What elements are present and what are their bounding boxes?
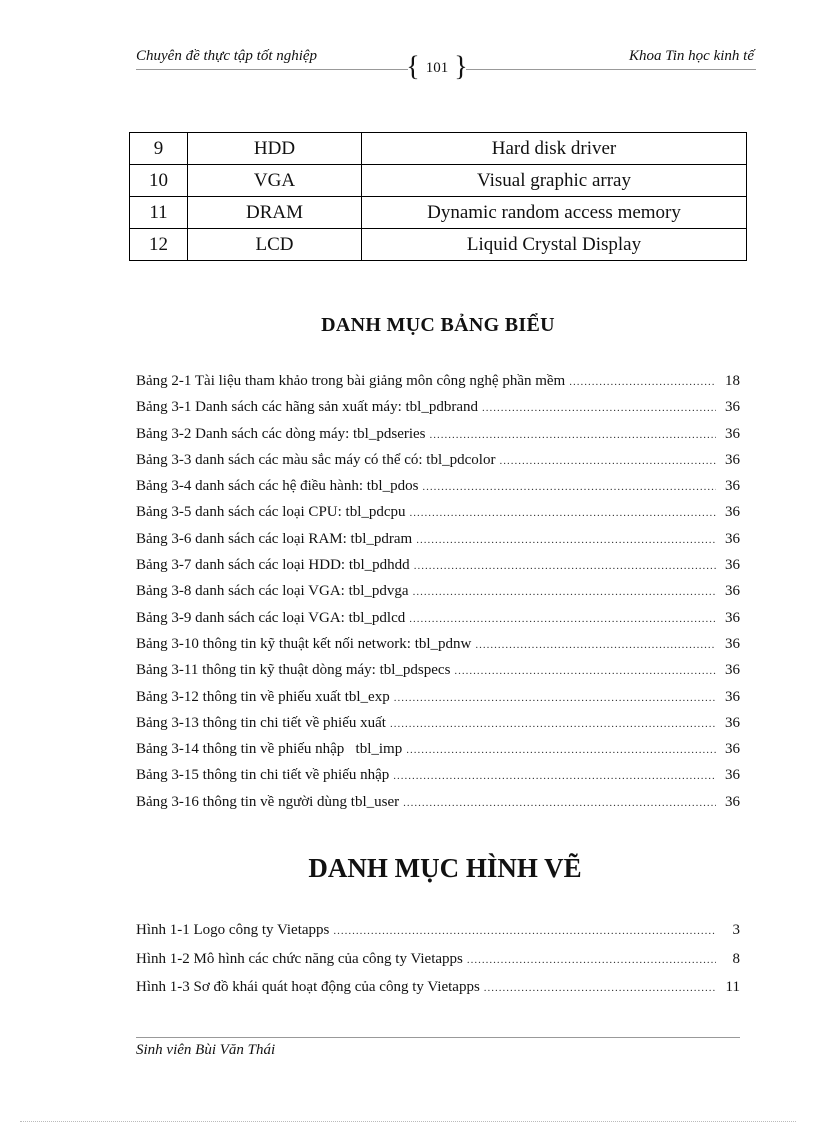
toc-entry-page: 36 [725,399,740,416]
list-of-tables-heading: DANH MỤC BẢNG BIỂU [321,314,555,336]
dot-leader [406,744,716,756]
toc-entry-text: Hình 1-2 Mô hình các chức năng của công ty Vietapps [136,950,463,967]
list-of-figures [136,922,740,1008]
toc-entry-figure-1-1[interactable] [136,922,740,951]
toc-entry-page: 36 [725,793,740,810]
dot-leader [403,797,716,809]
toc-entry-page: 36 [725,557,740,574]
toc-entry-page: 36 [725,425,740,442]
toc-entry-text: Bảng 3-9 danh sách các loại VGA: tbl_pdlcd [136,609,406,626]
dot-leader [484,982,716,994]
toc-entry-page: 36 [725,741,740,758]
abbr-number-cell: 12 [130,229,188,261]
footer-rule [136,1037,740,1038]
toc-entry-table-3-14[interactable] [136,741,740,767]
toc-entry-text: Bảng 3-5 danh sách các loại CPU: tbl_pdcpu [136,504,406,521]
dot-leader [414,560,716,572]
header-rule-right [466,69,756,70]
toc-entry-text: Bảng 3-13 thông tin chi tiết về phiếu xuất [136,714,386,731]
toc-entry-figure-1-2[interactable] [136,951,740,980]
toc-entry-page: 36 [725,662,740,679]
header-faculty: Khoa Tin học kinh tế [629,48,754,64]
page-number-brace-open: { [406,51,420,83]
toc-entry-page: 36 [725,635,740,652]
abbreviation-table [129,132,747,261]
toc-entry-table-3-10[interactable] [136,636,740,662]
page-bottom-edge [20,1121,796,1122]
toc-entry-page: 36 [725,478,740,495]
dot-leader [416,534,716,546]
abbr-number-cell: 9 [130,133,188,165]
page-number-brace-close: } [454,51,468,83]
table-row [130,229,747,261]
toc-entry-table-3-6[interactable] [136,531,740,557]
toc-entry-page: 11 [725,979,740,995]
toc-entry-text: Bảng 3-14 thông tin về phiếu nhập tbl_imp [136,741,403,758]
toc-entry-table-3-8[interactable] [136,583,740,609]
toc-entry-text: Bảng 2-1 Tài liệu tham khảo trong bài giảng môn công nghệ phần mềm [136,373,566,389]
toc-entry-text: Bảng 3-1 Danh sách các hãng sản xuất máy: tbl_pdbrand [136,399,478,416]
dot-leader [454,665,716,677]
toc-entry-text: Bảng 3-15 thông tin chi tiết về phiếu nhập [136,767,390,784]
toc-entry-text: Hình 1-1 Logo công ty Vietapps [136,922,330,938]
toc-entry-page: 36 [725,583,740,600]
dot-leader [393,770,716,782]
toc-entry-table-3-4[interactable] [136,478,740,504]
dot-leader [475,639,716,651]
abbr-number-cell: 11 [130,197,188,229]
page-number-box [406,51,468,83]
toc-entry-text: Bảng 3-8 danh sách các loại VGA: tbl_pdvga [136,583,409,600]
toc-entry-page: 36 [725,451,740,468]
list-of-figures-heading: DANH MỤC HÌNH VẼ [308,853,582,883]
toc-entry-table-3-9[interactable] [136,610,740,636]
toc-entry-table-3-5[interactable] [136,504,740,530]
toc-entry-table-3-3[interactable] [136,452,740,478]
page-number: 101 [425,59,449,76]
toc-entry-table-3-16[interactable] [136,794,740,820]
table-row [130,133,747,165]
toc-entry-text: Bảng 3-4 danh sách các hệ điều hành: tbl_pdos [136,478,419,495]
abbr-term-cell: DRAM [188,197,362,229]
abbr-term-cell: LCD [188,229,362,261]
toc-entry-text: Bảng 3-3 danh sách các màu sắc máy có thể có: tbl_pdcolor [136,451,496,468]
header-rule-left [136,69,408,70]
dot-leader [410,507,716,519]
list-of-tables [136,373,740,820]
abbr-term-cell: HDD [188,133,362,165]
toc-entry-table-3-7[interactable] [136,557,740,583]
dot-leader [499,455,716,467]
toc-entry-page: 36 [725,688,740,705]
toc-entry-text: Bảng 3-11 thông tin kỹ thuật dòng máy: tbl_pdspecs [136,662,451,679]
dot-leader [413,586,716,598]
toc-entry-page: 36 [725,609,740,626]
dot-leader [422,481,716,493]
toc-entry-table-3-11[interactable] [136,662,740,688]
toc-entry-page: 36 [725,504,740,521]
toc-entry-page: 36 [725,767,740,784]
toc-entry-text: Bảng 3-12 thông tin về phiếu xuất tbl_exp [136,688,390,705]
abbr-meaning-cell: Dynamic random access memory [362,197,747,229]
toc-entry-text: Hình 1-3 Sơ đồ khái quát hoạt động của công ty Vietapps [136,979,480,995]
dot-leader [467,954,716,966]
toc-entry-table-3-15[interactable] [136,767,740,793]
toc-entry-figure-1-3[interactable] [136,979,740,1008]
dot-leader [482,402,716,414]
toc-entry-table-3-13[interactable] [136,715,740,741]
toc-entry-text: Bảng 3-6 danh sách các loại RAM: tbl_pdram [136,530,413,547]
dot-leader [569,376,716,388]
abbr-term-cell: VGA [188,165,362,197]
toc-entry-page: 18 [725,373,740,389]
dot-leader [430,429,716,441]
toc-entry-text: Bảng 3-16 thông tin về người dùng tbl_user [136,793,400,810]
table-row [130,197,747,229]
toc-entry-table-3-2[interactable] [136,426,740,452]
toc-entry-table-3-1[interactable] [136,399,740,425]
toc-entry-page: 36 [725,714,740,731]
toc-entry-page: 36 [725,530,740,547]
dot-leader [409,613,716,625]
toc-entry-page: 8 [732,950,740,967]
toc-entry-table-3-12[interactable] [136,689,740,715]
dot-leader [333,925,716,937]
abbr-meaning-cell: Visual graphic array [362,165,747,197]
abbr-meaning-cell: Hard disk driver [362,133,747,165]
toc-entry-text: Bảng 3-10 thông tin kỹ thuật kết nối network: tbl_pdnw [136,635,472,652]
header-document-title: Chuyên đề thực tập tốt nghiệp [136,48,318,64]
dot-leader [394,692,716,704]
footer-author: Sinh viên Bùi Văn Thái [136,1042,276,1058]
abbr-meaning-cell: Liquid Crystal Display [362,229,747,261]
toc-entry-text: Bảng 3-7 danh sách các loại HDD: tbl_pdhdd [136,557,410,574]
toc-entry-text: Bảng 3-2 Danh sách các dòng máy: tbl_pdseries [136,425,426,442]
table-row [130,165,747,197]
dot-leader [390,718,716,730]
abbr-number-cell: 10 [130,165,188,197]
toc-entry-table-2-1[interactable] [136,373,740,399]
toc-entry-page: 3 [732,922,740,938]
